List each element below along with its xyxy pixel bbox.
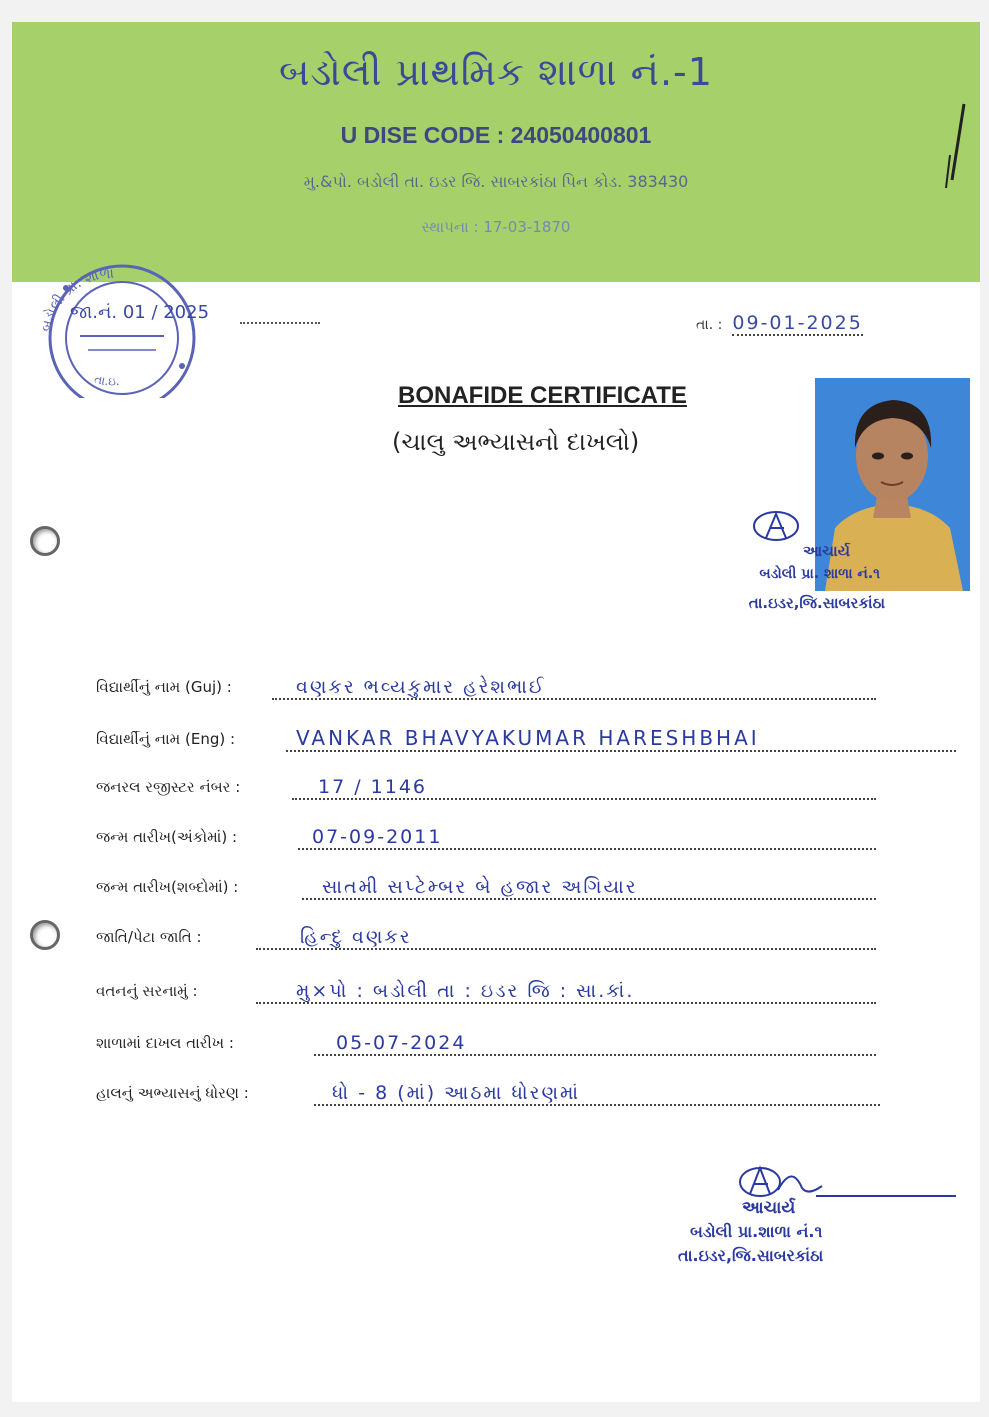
photo-stamp-role: આચાર્ય bbox=[802, 542, 850, 560]
field-birth-date-digits bbox=[96, 822, 876, 852]
punch-hole bbox=[30, 920, 60, 950]
field-label: જાતિ/પેટા જાતિ : bbox=[96, 928, 202, 946]
field-caste bbox=[96, 922, 876, 952]
field-value: 17 / 1146 bbox=[318, 776, 428, 798]
field-value: વણકર ભવ્યકુમાર હરેશભાઈ bbox=[296, 676, 546, 698]
issue-date-label: તા. : bbox=[696, 317, 723, 333]
field-label: વિદ્યાર્થીનું નામ (Guj) : bbox=[96, 678, 232, 696]
field-value: સાતમી સપ્ટેમ્બર બે હજાર અગિયાર bbox=[322, 876, 638, 898]
field-value: હિન્દુ વણકર bbox=[300, 926, 412, 948]
field-label: હાલનું અભ્યાસનું ધોરણ : bbox=[96, 1084, 249, 1102]
field-line bbox=[256, 1002, 876, 1004]
field-line bbox=[302, 898, 876, 900]
field-value: મુ×પો : બડોલી તા : ઇડર જિ : સા.કાં. bbox=[296, 980, 635, 1002]
field-label: વતનનું સરનામું : bbox=[96, 982, 198, 1000]
certificate-number-line bbox=[240, 322, 320, 324]
field-value: VANKAR BHAVYAKUMAR HARESHBHAI bbox=[296, 726, 760, 750]
field-general-register-number bbox=[96, 772, 876, 802]
certificate-subtitle: (ચાલુ અભ્યાસનો દાખલો) bbox=[392, 428, 640, 456]
field-label: વિદ્યાર્થીનું નામ (Eng) : bbox=[96, 730, 236, 748]
field-current-standard bbox=[96, 1078, 880, 1108]
field-line bbox=[314, 1054, 876, 1056]
field-line bbox=[298, 848, 876, 850]
school-seal-icon bbox=[22, 248, 200, 398]
photo-attestation-stamp bbox=[700, 508, 890, 638]
principal-title: આચાર્ય bbox=[742, 1198, 796, 1218]
seal-bottom-text: તા.ઇ. bbox=[92, 372, 121, 389]
principal-school: બડોલી પ્રા.શાળા નં.૧ bbox=[690, 1222, 823, 1241]
field-line bbox=[286, 750, 956, 752]
principal-place: તા.ઇડર,જિ.સાબરકાંઠા bbox=[678, 1246, 824, 1265]
established-date: સ્થાપના : 17-03-1870 bbox=[421, 218, 571, 236]
school-address: મુ.&પો. બડોલી તા. ઇડર જિ. સાબરકાંઠા પિન કોડ. 383430 bbox=[303, 172, 689, 191]
seal-text: બડોલી પ્રા. શાળા bbox=[38, 265, 115, 334]
pen-mark-icon bbox=[930, 100, 970, 190]
photo-stamp-school: બડોલી પ્રા. શાળા નં.૧ bbox=[759, 566, 880, 582]
field-label: શાળામાં દાખલ તારીખ : bbox=[96, 1034, 234, 1052]
field-line bbox=[256, 948, 876, 950]
issue-date bbox=[696, 312, 863, 334]
photo-stamp-place: તા.ઇડર,જિ.સાબરકાંઠા bbox=[748, 594, 885, 612]
school-name: બડોલી પ્રાથમિક શાળા નં.-1 bbox=[279, 50, 713, 94]
field-line bbox=[292, 798, 876, 800]
field-line bbox=[314, 1104, 880, 1106]
certificate-title: BONAFIDE CERTIFICATE bbox=[398, 382, 687, 409]
udise-code: U DISE CODE : 24050400801 bbox=[340, 122, 652, 148]
field-student-name-eng bbox=[96, 724, 956, 754]
field-line bbox=[272, 698, 876, 700]
field-label: જન્મ તારીખ(શબ્દોમાં) : bbox=[96, 878, 239, 896]
field-value: 07-09-2011 bbox=[312, 826, 443, 848]
punch-hole bbox=[30, 526, 60, 556]
field-label: જન્મ તારીખ(અંકોમાં) : bbox=[96, 828, 238, 846]
field-student-name-guj bbox=[96, 672, 876, 702]
certificate-number: જા.નં. 01 / 2025 bbox=[70, 302, 210, 323]
field-value: 05-07-2024 bbox=[336, 1032, 467, 1054]
field-label: જનરલ રજીસ્ટર નંબર : bbox=[96, 778, 241, 796]
school-header bbox=[12, 22, 980, 282]
field-birth-date-words bbox=[96, 872, 876, 902]
issue-date-value: 09-01-2025 bbox=[732, 312, 863, 334]
field-value: ધો - 8 (માં) આઠમા ધોરણમાં bbox=[332, 1082, 581, 1104]
principal-signature-block bbox=[662, 1160, 962, 1280]
field-native-address bbox=[96, 976, 876, 1006]
field-admission-date bbox=[96, 1028, 876, 1058]
